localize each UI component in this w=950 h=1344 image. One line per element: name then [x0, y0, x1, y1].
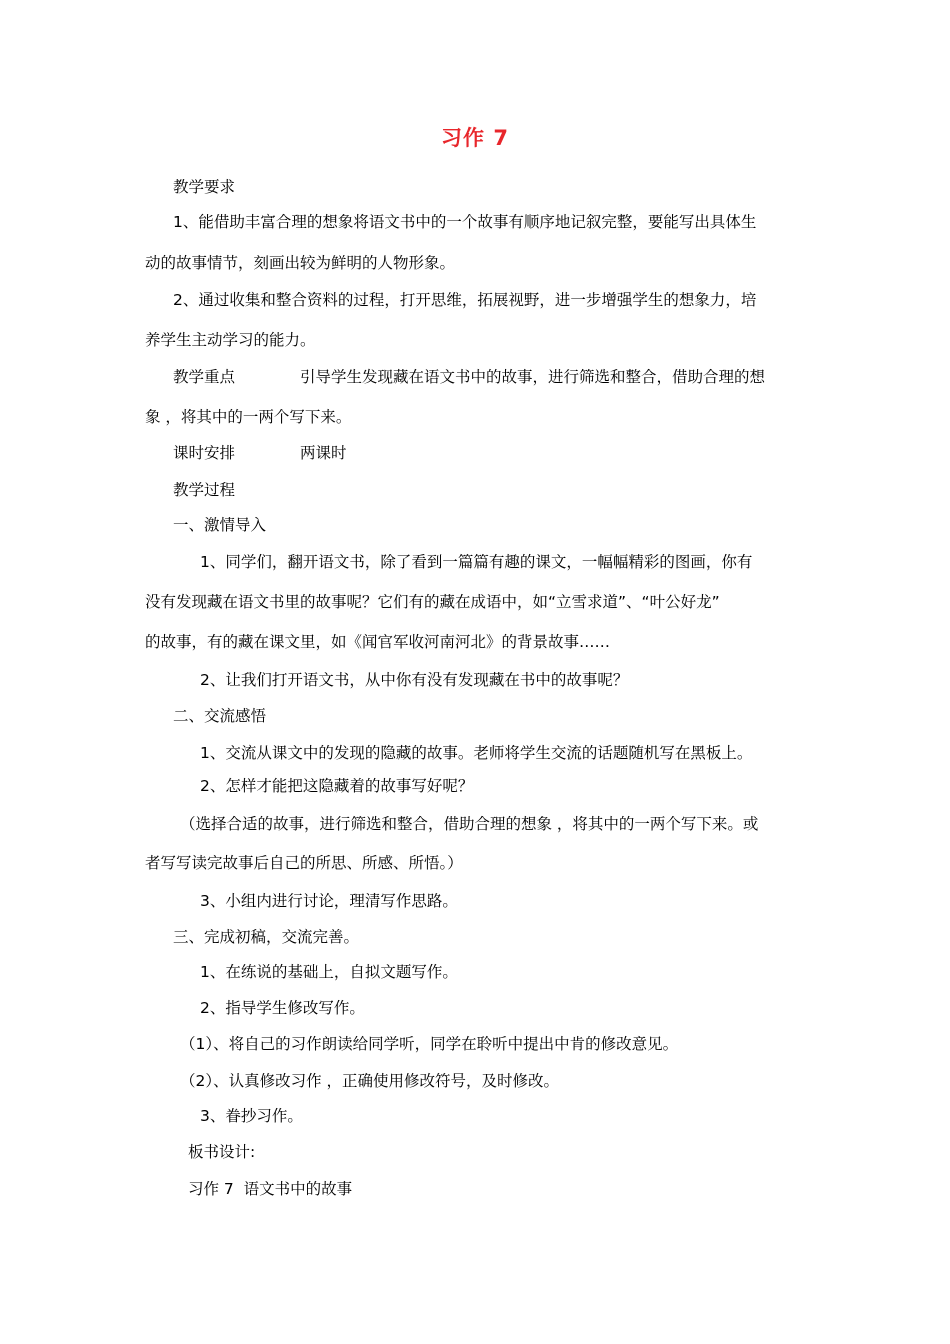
section-heading-schedule: 课时安排 [173, 444, 236, 462]
paragraph-line: 1、同学们，翻开语文书，除了看到一篇篇有趣的课文，一幅幅精彩的图画，你有 [200, 553, 753, 571]
paragraph-line: 3、小组内进行讨论，理清写作思路。 [200, 892, 458, 910]
section-heading-process: 教学过程 [173, 481, 236, 499]
subsection-heading: 三、完成初稿，交流完善。 [173, 928, 360, 946]
paragraph-line: 养学生主动学习的能力。 [145, 331, 316, 349]
section-heading-requirements: 教学要求 [173, 178, 236, 196]
paragraph-line: 2、指导学生修改写作。 [200, 999, 365, 1017]
blackboard-design-title: 习作 7 语文书中的故事 [188, 1180, 353, 1198]
subsection-heading: 二、交流感悟 [173, 707, 267, 725]
paragraph-line: 象 ，将其中的一两个写下来。 [145, 408, 352, 426]
paragraph-line: 1、交流从课文中的发现的隐藏的故事。老师将学生交流的话题随机写在黑板上。 [200, 744, 753, 762]
section-heading-key-points: 教学重点 [173, 368, 236, 386]
paragraph-line: 动的故事情节，刻画出较为鲜明的人物形象。 [145, 254, 456, 272]
paragraph-line: 的故事，有的藏在课文里，如《闻官军收河南河北》的背景故事…… [145, 633, 611, 651]
paragraph-line: 者写写读完故事后自己的所思、所感、所悟。） [145, 854, 463, 872]
paragraph-line: 3、眷抄习作。 [200, 1107, 303, 1125]
paragraph-line: 1、在练说的基础上，自拟文题写作。 [200, 963, 458, 981]
paragraph-line: 2、让我们打开语文书，从中你有没有发现藏在书中的故事呢？ [200, 671, 629, 689]
document-title: 习作 7 [441, 126, 509, 150]
paragraph-line: （1）、将自己的习作朗读给同学听，同学在聆听中提出中肯的修改意见。 [180, 1035, 679, 1053]
blackboard-design-heading: 板书设计: [188, 1143, 256, 1161]
paragraph-line: （2）、认真修改习作 ，正确使用修改符号，及时修改。 [180, 1072, 560, 1090]
paragraph-line: 没有发现藏在语文书里的故事呢？它们有的藏在成语中，如“立雪求道”、“叶公好龙” [145, 593, 720, 611]
paragraph-line: 2、通过收集和整合资料的过程，打开思维，拓展视野，进一步增强学生的想象力，培 [173, 291, 757, 309]
paragraph-line: （选择合适的故事，进行筛选和整合，借助合理的想象 ，将其中的一两个写下来。或 [180, 815, 759, 833]
paragraph-line: 2、怎样才能把这隐藏着的故事写好呢？ [200, 777, 474, 795]
paragraph-line: 1、能借助丰富合理的想象将语文书中的一个故事有顺序地记叙完整，要能写出具体生 [173, 213, 757, 231]
subsection-heading: 一、激情导入 [173, 516, 267, 534]
schedule-value: 两课时 [300, 444, 347, 462]
paragraph-line: 引导学生发现藏在语文书中的故事，进行筛选和整合，借助合理的想 [300, 368, 766, 386]
